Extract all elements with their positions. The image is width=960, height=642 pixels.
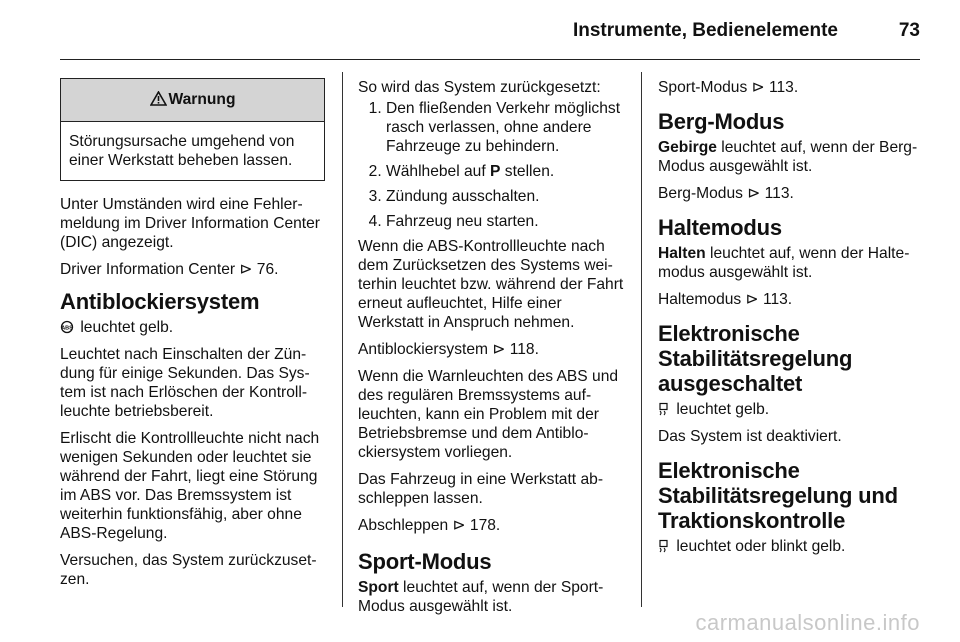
reference-link: Berg-Modus ⊳ 113.	[658, 185, 794, 202]
paragraph: Das System ist deaktiviert.	[658, 428, 842, 445]
berg-text: leuchtet auf, wenn der Berg-Modus ausgewählt ist.	[658, 139, 918, 175]
reference-link: Sport-Modus ⊳ 113.	[658, 79, 799, 96]
berg-line	[658, 138, 922, 176]
page-header	[0, 16, 960, 48]
section-heading-berg: Berg-Modus	[658, 109, 785, 134]
list-item: 3. Zündung ausschalten.	[386, 187, 626, 206]
esc-tc-icon	[658, 537, 670, 556]
step-text: Wählhebel auf	[386, 163, 486, 180]
paragraph: Das Fahrzeug in eine Werkstatt abschleppen lassen.	[358, 471, 604, 507]
warning-title: Warnung	[168, 91, 236, 108]
page-number: 73	[898, 20, 920, 41]
paragraph: Wenn die ABS-Kontrollleuchte nach dem Zurücksetzen des Systems weiterhin leuchtet bzw. während der Fahrt erneut aufleuchtet, Hilfe einer Werkstatt in Anspruch nehmen.	[358, 238, 624, 331]
section-heading-abs: Antiblockiersystem	[60, 289, 260, 314]
halte-label: Halten	[658, 245, 706, 262]
sport-label: Sport	[358, 579, 399, 596]
paragraph: Unter Umständen wird eine Fehlermeldung im Driver Information Center (DIC) angezeigt.	[60, 196, 320, 251]
column-3	[658, 78, 922, 564]
reference-link: Haltemodus ⊳ 113.	[658, 291, 793, 308]
esc-off-icon	[658, 400, 670, 419]
paragraph: Leuchtet nach Einschalten der Zündung für einige Sekunden. Das System ist nach Erlöschen der Kontrollleuchte betriebsbereit.	[60, 346, 310, 420]
gear-p: P	[490, 163, 501, 180]
section-heading-esc-tc: Elektronische Stabilitätsregelung und Traktionskontrolle	[658, 458, 898, 533]
watermark: carmanualsonline.info	[695, 610, 920, 635]
esc-tc-line	[658, 537, 922, 556]
column-divider	[641, 72, 642, 607]
warning-text: Störungsursache umgehend von einer Werkstatt beheben lassen.	[69, 133, 295, 169]
paragraph: Versuchen, das System zurückzusetzen.	[60, 552, 317, 588]
list-item	[386, 162, 626, 181]
reset-steps	[358, 99, 626, 231]
list-item: 1. Den fließenden Verkehr möglichst rasch verlassen, ohne andere Fahrzeuge zu behindern.	[386, 99, 626, 156]
section-heading-sport: Sport-Modus	[358, 549, 492, 574]
sport-line	[358, 578, 626, 616]
reference-link: Abschleppen ⊳ 178.	[358, 517, 501, 534]
column-1	[60, 78, 325, 597]
list-item: 4. Fahrzeug neu starten.	[386, 212, 626, 231]
warning-header	[61, 79, 324, 122]
header-rule	[60, 59, 920, 60]
warning-triangle-icon	[150, 91, 167, 106]
reference-link: Driver Information Center ⊳ 76.	[60, 261, 279, 278]
paragraph: Erlischt die Kontrollleuchte nicht nach wenigen Sekunden oder leuchtet sie während der Fahrt, liegt eine Störung im ABS vor. Das Bremssystem ist weiterhin funktionsfähig, aber ohne ABS-Regelung.	[60, 430, 320, 542]
esc-tc-light-text: leuchtet oder blinkt gelb.	[676, 538, 846, 555]
section-heading-esc-off: Elektronische Stabilitätsregelung ausgeschaltet	[658, 321, 853, 396]
paragraph: Wenn die Warnleuchten des ABS und des regulären Bremssystems aufleuchten, kann ein Problem mit der Betriebsbremse und dem Antiblockiersystem vorliegen.	[358, 368, 619, 461]
step-text-rest: stellen.	[500, 163, 555, 180]
header-title: Instrumente, Bedienelemente	[572, 20, 838, 41]
warning-box	[60, 78, 325, 181]
svg-text:ABS: ABS	[61, 325, 73, 332]
column-divider	[342, 72, 343, 607]
reference-link: Antiblockiersystem ⊳ 118.	[358, 341, 539, 358]
sport-text: leuchtet auf, wenn der Sport-Modus ausgewählt ist.	[358, 579, 604, 615]
halte-line	[658, 244, 922, 282]
esc-off-light-text: leuchtet gelb.	[676, 401, 770, 418]
berg-label: Gebirge	[658, 139, 717, 156]
section-heading-halte: Haltemodus	[658, 215, 782, 240]
abs-light-line	[60, 318, 325, 337]
abs-warning-icon	[60, 318, 74, 337]
abs-light-text: leuchtet gelb.	[80, 319, 174, 336]
column-2	[358, 78, 626, 624]
esc-off-line	[658, 400, 922, 419]
reset-intro: So wird das System zurückgesetzt:	[358, 79, 601, 96]
halte-text: leuchtet auf, wenn der Haltemodus ausgewählt ist.	[658, 245, 910, 281]
